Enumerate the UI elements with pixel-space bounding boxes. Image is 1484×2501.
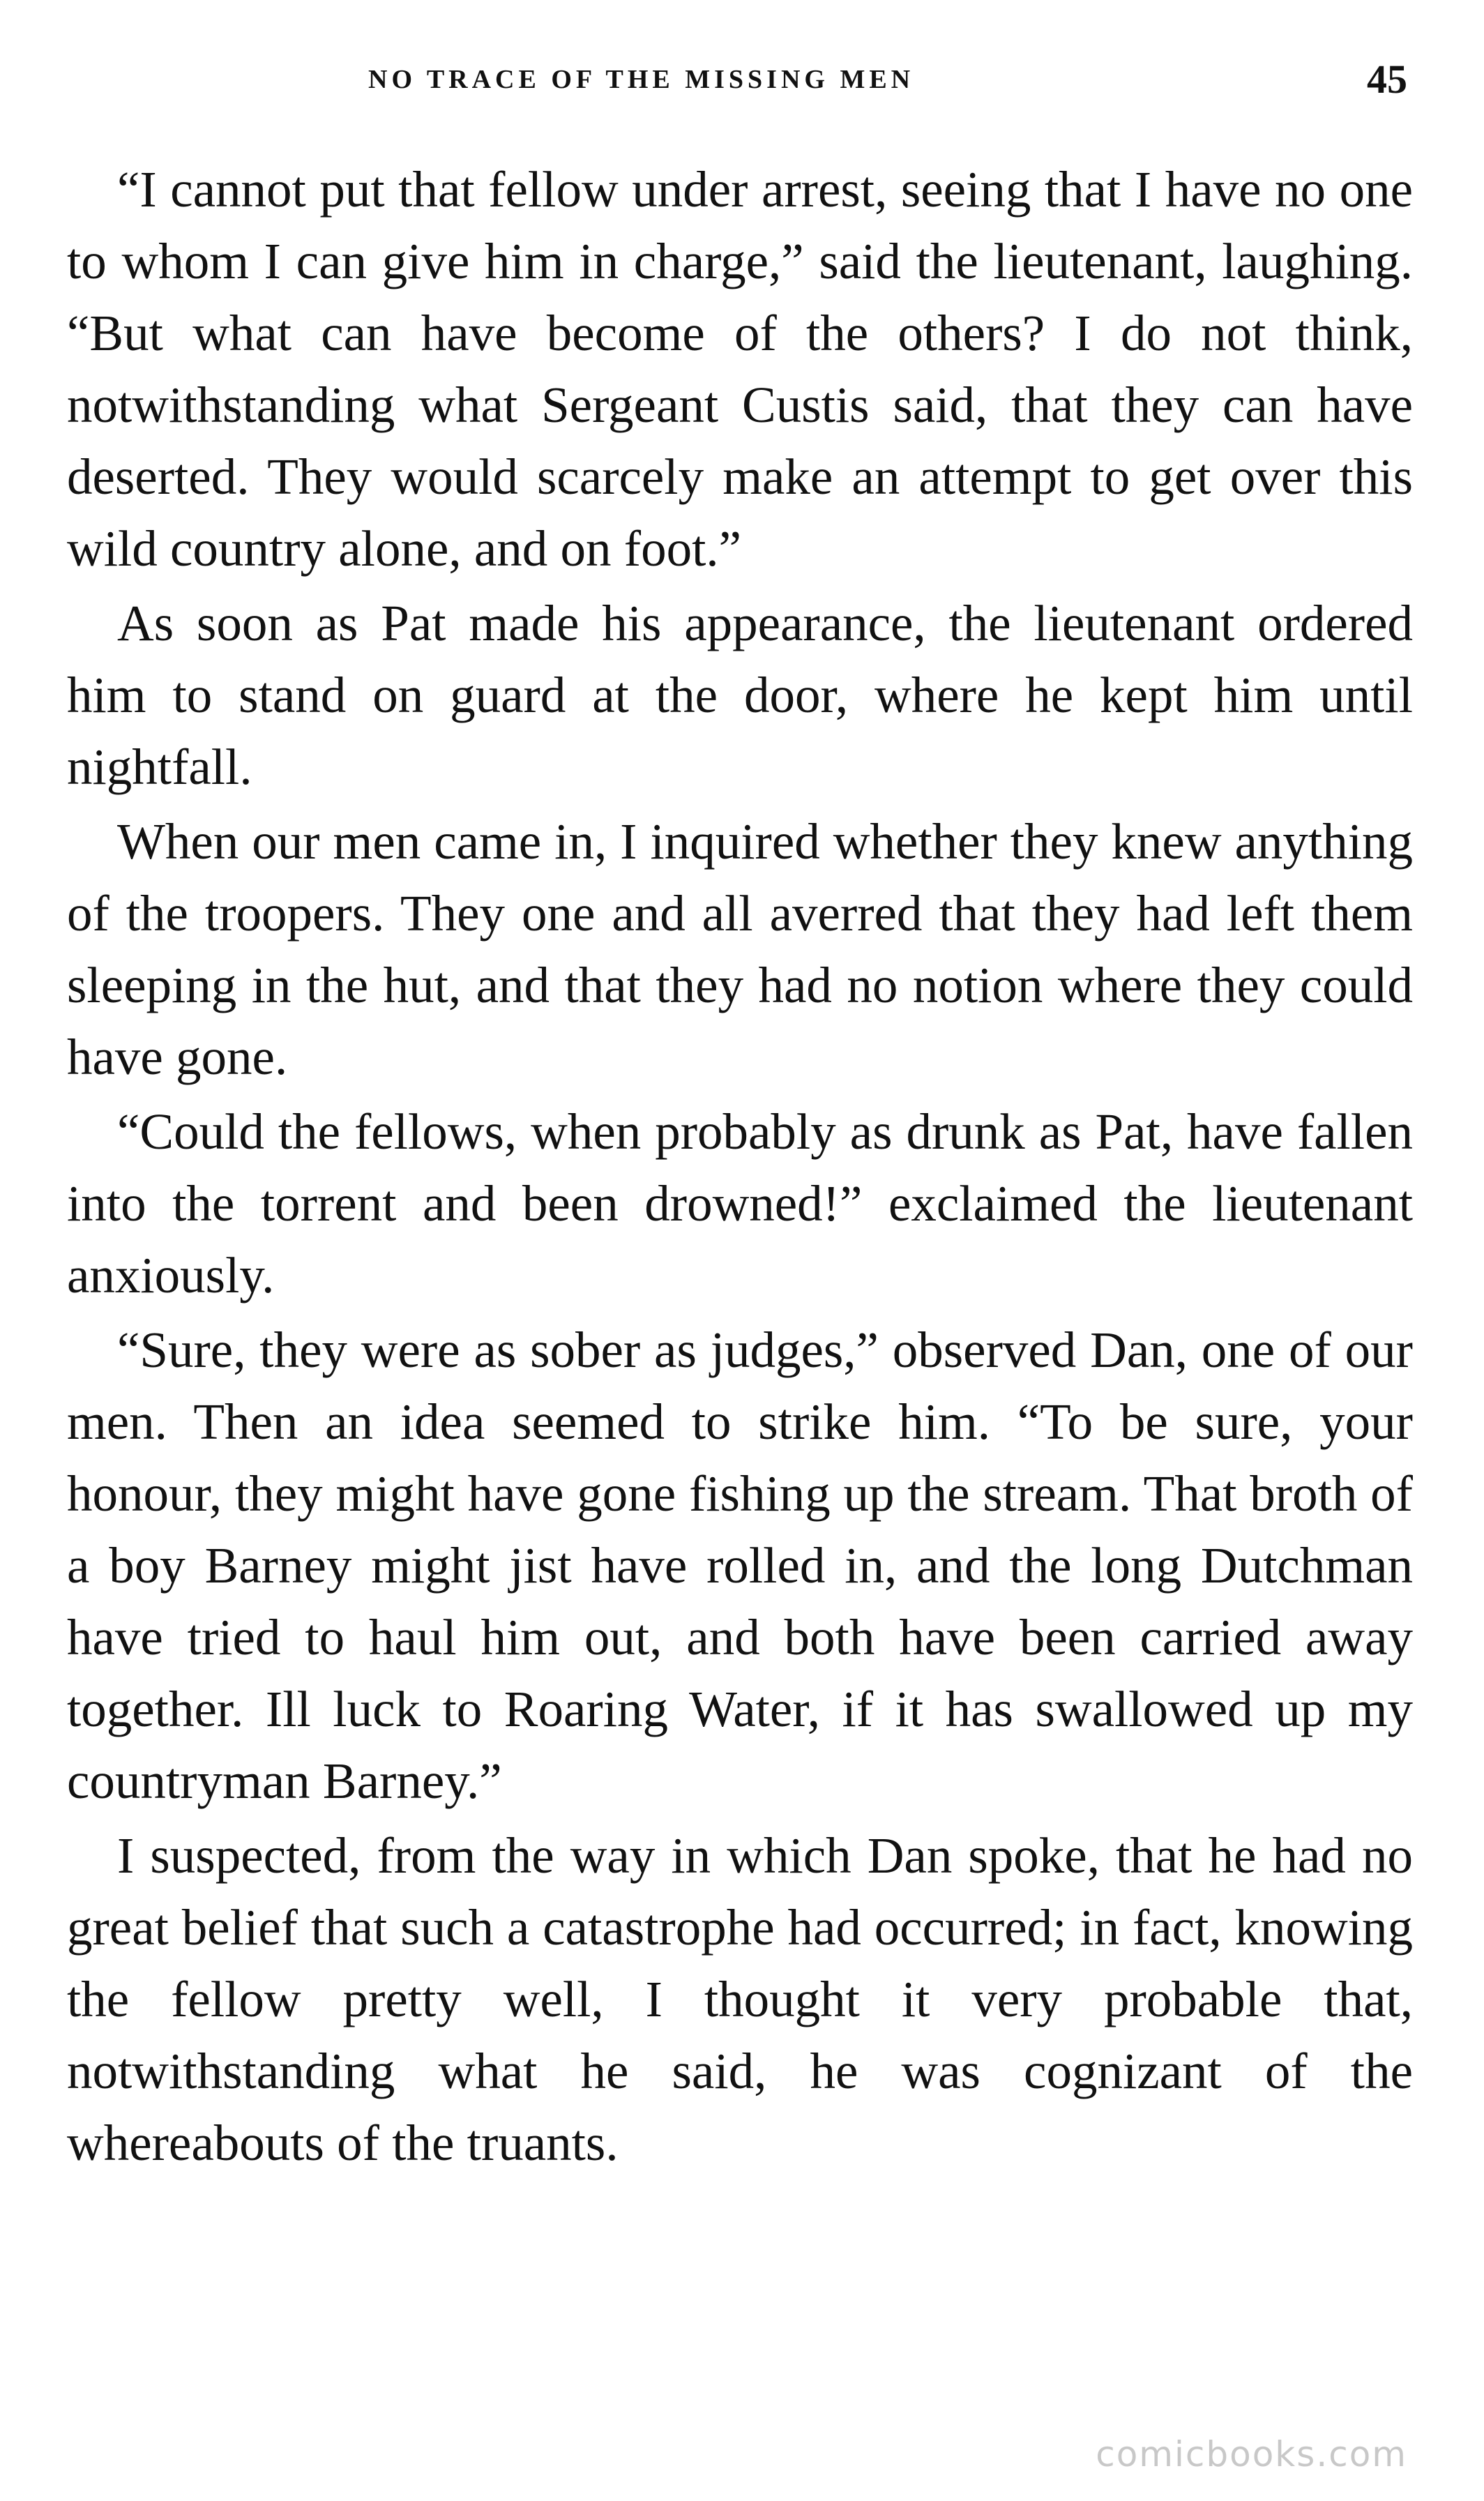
paragraph: When our men came in, I inquired whether they knew anything of the troopers. They one and all averred that they had left them sleeping in the hut, and that they had no notion where they could have gone. — [67, 813, 1413, 1085]
page-number: 45 — [1367, 56, 1407, 102]
body-text — [67, 153, 1413, 2182]
paragraph: “Could the fellows, when probably as drunk as Pat, have fallen into the torrent and been drowned!” exclaimed the lieutenant anxiously. — [67, 1103, 1413, 1304]
page-header — [68, 56, 1407, 105]
paragraph: “I cannot put that fellow under arrest, seeing that I have no one to whom I can give him in charge,” said the lieutenant, laughing. “But what can have become of the others? I do not think, notwithstanding what Sergeant Custis said, that they can have deserted. They would scarcely make an attempt to get over this wild country alone, and on foot.” — [67, 161, 1413, 577]
running-title: NO TRACE OF THE MISSING MEN — [368, 65, 915, 94]
watermark: comicbooks.com — [1096, 2434, 1407, 2474]
paragraph: “Sure, they were as sober as judges,” observed Dan, one of our men. Then an idea seemed to strike him. “To be sure, your honour, they might have gone fishing up the stream. That broth of a boy Barney might jist have rolled in, and the long Dutchman have tried to haul him out, and both have been carried away together. Ill luck to Roaring Water, if it has swallowed up my countryman Barney.” — [67, 1322, 1413, 1809]
paragraph: As soon as Pat made his appearance, the lieutenant ordered him to stand on guard at the door, where he kept him until nightfall. — [67, 595, 1413, 795]
paragraph: I suspected, from the way in which Dan spoke, that he had no great belief that such a catastrophe had occurred; in fact, knowing the fellow pretty well, I thought it very probable that, notwithstanding what he said, he was cognizant of the whereabouts of the truants. — [67, 1827, 1413, 2171]
